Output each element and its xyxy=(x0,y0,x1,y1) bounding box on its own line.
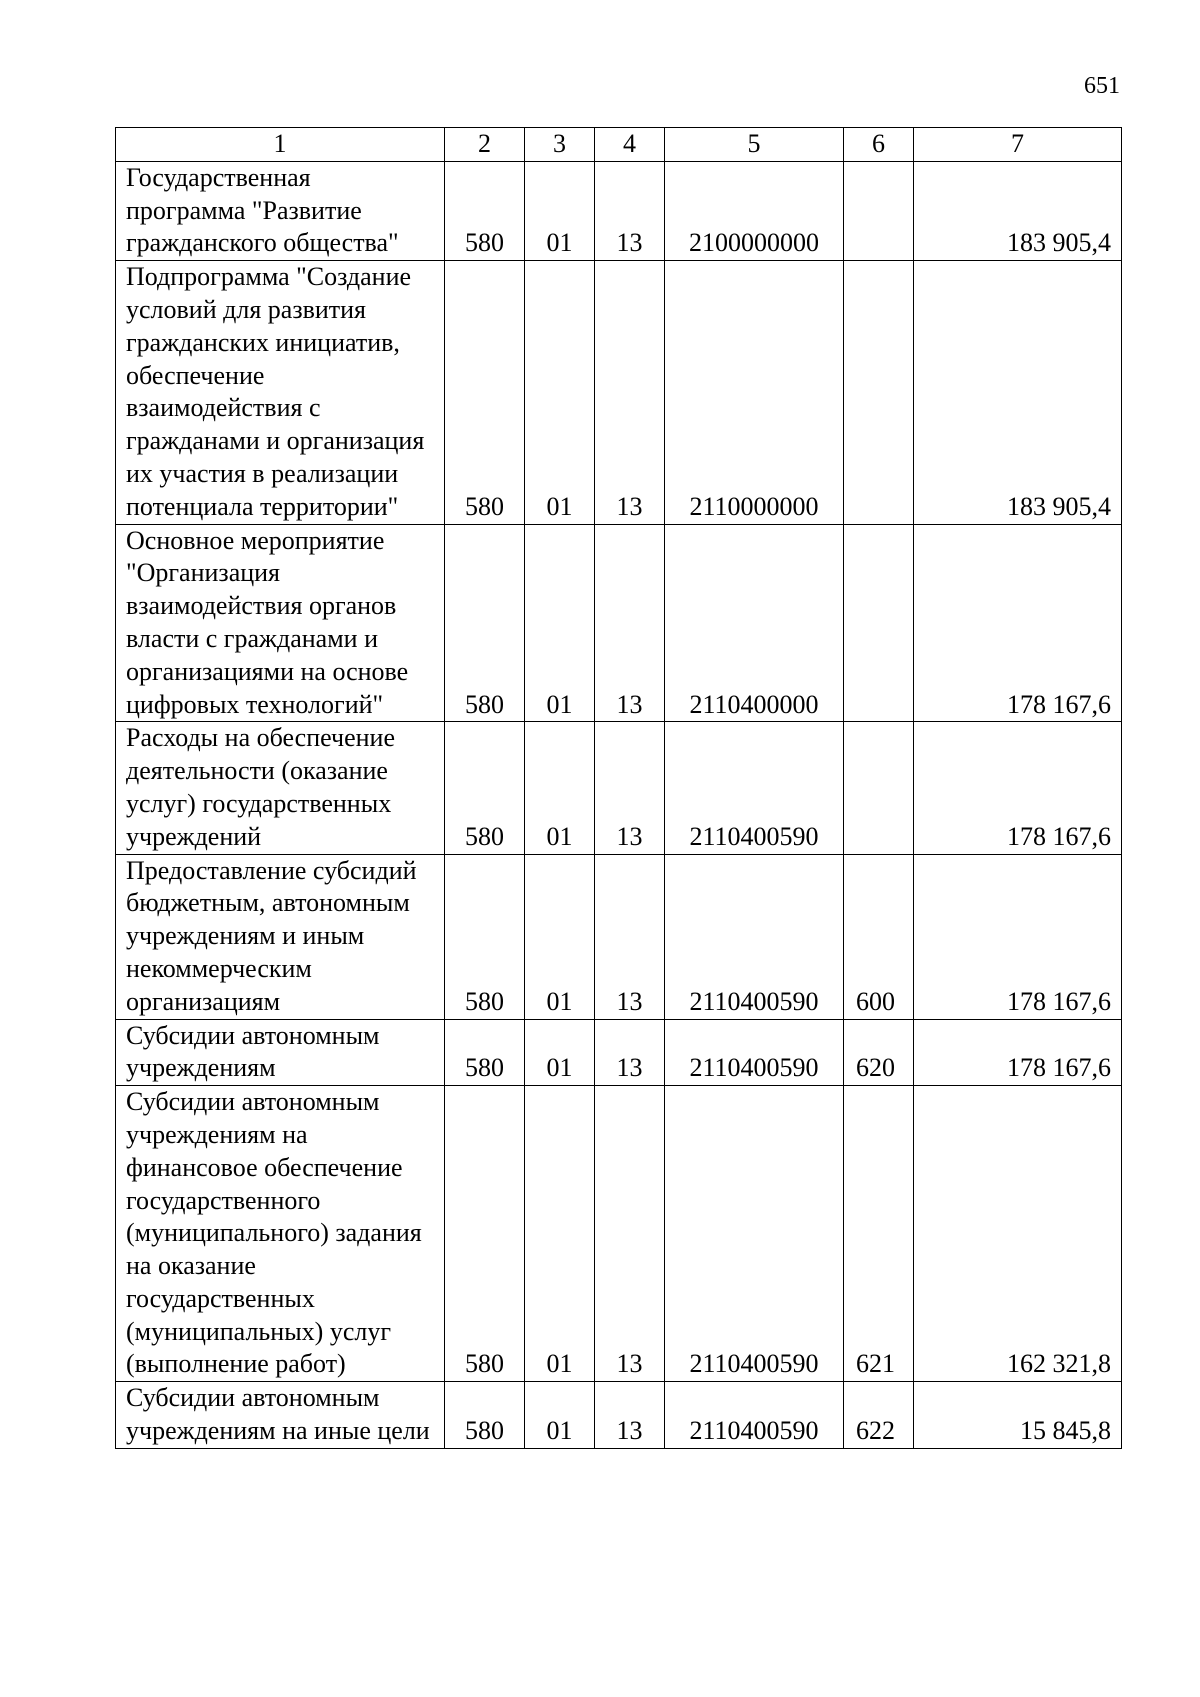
row-vr xyxy=(844,722,914,854)
row-name xyxy=(116,1086,445,1382)
row-gr: 580 xyxy=(445,1382,525,1449)
row-gr: 580 xyxy=(445,722,525,854)
row-name-text: Подпрограмма "Создание условий для развития гражданских инициатив, обеспечение взаимодействия с гражданами и организация их участия в реализации потенциала территории" xyxy=(126,262,425,521)
row-name-text: Государственная программа "Развитие гражданского общества" xyxy=(126,162,399,258)
row-cs: 2110400590 xyxy=(665,1382,844,1449)
row-name-text: Основное мероприятие "Организация взаимодействия органов власти с гражданами и организациями на основе цифровых технологий" xyxy=(126,525,409,719)
row-vr: 620 xyxy=(844,1019,914,1086)
column-header-4: 4 xyxy=(595,128,665,162)
row-sum: 162 321,8 xyxy=(914,1086,1122,1382)
row-sum: 183 905,4 xyxy=(914,161,1122,260)
row-pr: 13 xyxy=(595,1086,665,1382)
row-gr: 580 xyxy=(445,261,525,524)
row-cs: 2110400000 xyxy=(665,524,844,722)
column-header-5: 5 xyxy=(665,128,844,162)
row-sum: 178 167,6 xyxy=(914,722,1122,854)
row-vr xyxy=(844,524,914,722)
column-header-6: 6 xyxy=(844,128,914,162)
row-rz: 01 xyxy=(525,854,595,1019)
row-sum: 183 905,4 xyxy=(914,261,1122,524)
column-header-7: 7 xyxy=(914,128,1122,162)
row-gr: 580 xyxy=(445,161,525,260)
table-row xyxy=(116,1086,1122,1382)
column-header-3: 3 xyxy=(525,128,595,162)
row-pr: 13 xyxy=(595,524,665,722)
row-gr: 580 xyxy=(445,524,525,722)
row-rz: 01 xyxy=(525,1086,595,1382)
row-vr: 600 xyxy=(844,854,914,1019)
table-header xyxy=(116,128,1122,162)
row-rz: 01 xyxy=(525,722,595,854)
row-cs: 2110000000 xyxy=(665,261,844,524)
row-rz: 01 xyxy=(525,1382,595,1449)
row-name-text: Субсидии автономным учреждениям на иные цели xyxy=(126,1383,430,1446)
row-name-text: Субсидии автономным учреждениям xyxy=(126,1020,380,1083)
row-sum: 178 167,6 xyxy=(914,524,1122,722)
table-row xyxy=(116,261,1122,524)
table-row xyxy=(116,161,1122,260)
table-row xyxy=(116,1019,1122,1086)
row-rz: 01 xyxy=(525,161,595,260)
row-name xyxy=(116,1382,445,1449)
row-vr: 621 xyxy=(844,1086,914,1382)
row-sum: 178 167,6 xyxy=(914,1019,1122,1086)
budget-table xyxy=(115,127,1122,1449)
row-pr: 13 xyxy=(595,261,665,524)
row-sum: 178 167,6 xyxy=(914,854,1122,1019)
row-pr: 13 xyxy=(595,722,665,854)
row-vr xyxy=(844,261,914,524)
page-number: 651 xyxy=(1084,73,1120,99)
row-sum: 15 845,8 xyxy=(914,1382,1122,1449)
row-gr: 580 xyxy=(445,1019,525,1086)
row-vr: 622 xyxy=(844,1382,914,1449)
table-row xyxy=(116,1382,1122,1449)
row-rz: 01 xyxy=(525,1019,595,1086)
row-pr: 13 xyxy=(595,161,665,260)
row-cs: 2110400590 xyxy=(665,1086,844,1382)
row-cs: 2110400590 xyxy=(665,722,844,854)
row-name xyxy=(116,524,445,722)
table-row xyxy=(116,722,1122,854)
row-pr: 13 xyxy=(595,1019,665,1086)
column-header-1: 1 xyxy=(116,128,445,162)
row-name-text: Субсидии автономным учреждениям на финансовое обеспечение государственного (муниципального) задания на оказание государственных (муниципальных) услуг (выполнение работ) xyxy=(126,1087,422,1379)
row-gr: 580 xyxy=(445,854,525,1019)
row-cs: 2100000000 xyxy=(665,161,844,260)
row-name xyxy=(116,854,445,1019)
row-cs: 2110400590 xyxy=(665,1019,844,1086)
header-row xyxy=(116,128,1122,162)
row-pr: 13 xyxy=(595,1382,665,1449)
row-vr xyxy=(844,161,914,260)
row-name xyxy=(116,1019,445,1086)
row-name xyxy=(116,161,445,260)
row-cs: 2110400590 xyxy=(665,854,844,1019)
row-name xyxy=(116,722,445,854)
row-rz: 01 xyxy=(525,524,595,722)
table-body xyxy=(116,161,1122,1448)
row-name-text: Предоставление субсидий бюджетным, автономным учреждениям и иным некоммерческим организациям xyxy=(126,855,417,1016)
row-name xyxy=(116,261,445,524)
row-pr: 13 xyxy=(595,854,665,1019)
column-header-2: 2 xyxy=(445,128,525,162)
row-rz: 01 xyxy=(525,261,595,524)
table-row xyxy=(116,524,1122,722)
table-row xyxy=(116,854,1122,1019)
row-gr: 580 xyxy=(445,1086,525,1382)
row-name-text: Расходы на обеспечение деятельности (оказание услуг) государственных учреждений xyxy=(126,723,396,851)
